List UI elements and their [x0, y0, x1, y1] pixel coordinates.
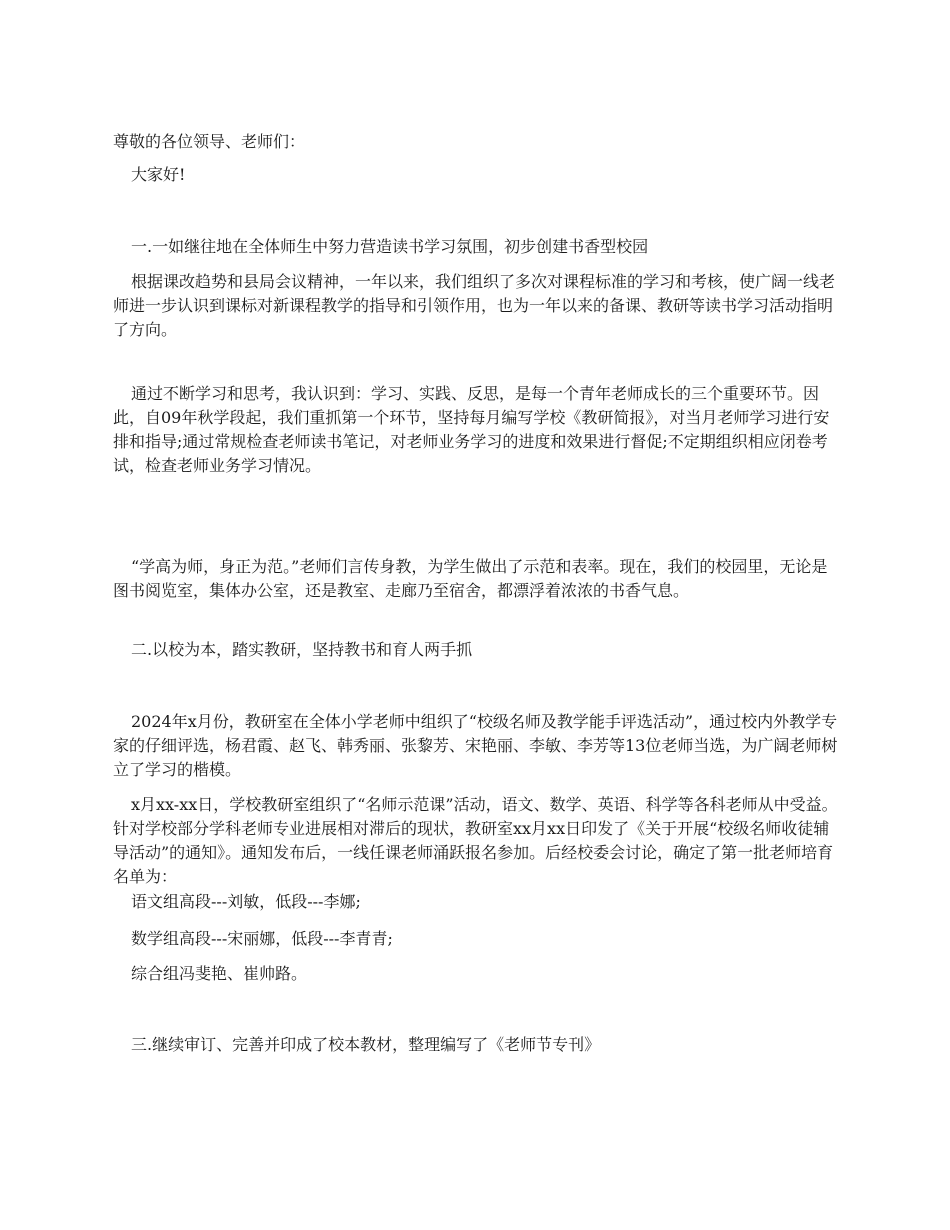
paragraph-1: 根据课改趋势和县局会议精神，一年以来，我们组织了多次对课程标准的学习和考核，使广阔一线老师进一步认识到课标对新课程教学的指导和引领作用，也为一年以来的备课、教研等读书学习活动指明了方向。 — [113, 272, 836, 339]
paragraph-2: 通过不断学习和思考，我认识到：学习、实践、反思，是每一个青年老师成长的三个重要环节。因此，自09年秋学段起，我们重抓第一个环节，坚持每月编写学校《教研简报》，对当月老师学习进行安排和指导;通过常规检查老师读书笔记，对老师业务学习的进度和效果进行督促;不定期组织相应闭卷考试，检查老师业务学习情况。 — [113, 384, 830, 475]
paragraph-3: “学高为师，身正为范。”老师们言传身教，为学生做出了示范和表率。现在，我们的校园里，无论是图书阅览室，集体办公室，还是教室、走廊乃至宿舍，都漂浮着浓浓的书香气息。 — [113, 557, 828, 600]
list-item-2: 数学组高段---宋丽娜，低段---李青青; — [131, 929, 393, 948]
paragraph-5: x月xx-xx日，学校教研室组织了“名师示范课”活动，语文、数学、英语、科学等各科老师从中受益。针对学校部分学科老师专业进展相对滞后的现状，教研室xx月xx日印发了《关于开展“校级名师收徒辅导活动”的通知》。通知发布后，一线任课老师涌跃报名参加。后经校委会讨论，确定了第一批老师培育名单为： — [113, 795, 838, 886]
list-item-1: 语文组高段---刘敏，低段---李娜; — [131, 892, 361, 911]
section-heading-1: 一.一如继往地在全体师生中努力营造读书学习氛围，初步创建书香型校园 — [131, 237, 649, 256]
section-heading-2: 二.以校为本，踏实教研，坚持教书和育人两手抓 — [131, 640, 473, 659]
paragraph-4: 2024年x月份，教研室在全体小学老师中组织了“校级名师及教学能手评选活动”，通过校内外教学专家的仔细评选，杨君霞、赵飞、韩秀丽、张黎芳、宋艳丽、李敏、李芳等13位老师当选，为广阔老师树立了学习的楷模。 — [113, 712, 838, 779]
list-item-3: 综合组冯斐艳、崔帅路。 — [131, 964, 308, 983]
section-heading-3: 三.继续审订、完善并印成了校本教材，整理编写了《老师节专刊》 — [131, 1035, 601, 1054]
salutation: 尊敬的各位领导、老师们： — [113, 132, 306, 151]
greeting: 大家好! — [131, 165, 186, 184]
